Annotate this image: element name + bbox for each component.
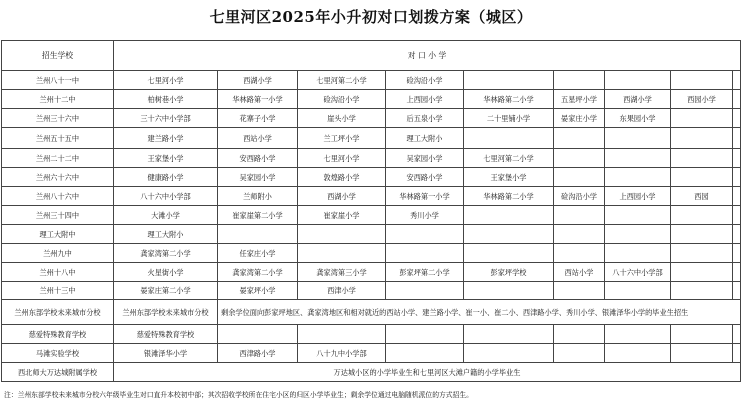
primary-school-cell [554, 282, 605, 300]
primary-school-cell: 后五泉小学 [386, 109, 464, 128]
primary-school-cell: 彭家坪第二小学 [386, 263, 464, 282]
primary-school-cell: 崔家崖第二小学 [218, 206, 298, 225]
header-paired-primary: 对 口 小 学 [114, 41, 741, 71]
primary-school-cell: 八十九中小学部 [298, 344, 386, 363]
primary-school-cell: 慈爱特殊教育学校 [114, 325, 218, 344]
enrolling-school-cell: 兰州三十六中 [2, 109, 114, 128]
primary-school-cell [464, 206, 554, 225]
primary-school-cell: 西站小学 [554, 263, 605, 282]
primary-school-cell [605, 149, 671, 168]
primary-school-cell [464, 325, 554, 344]
primary-school-cell: 华林路第一小学 [218, 90, 298, 109]
primary-school-cell: 硷沟沿小学 [554, 187, 605, 206]
primary-school-cell: 银滩泽华小学 [114, 344, 218, 363]
primary-school-cell [733, 109, 741, 128]
primary-school-cell [298, 244, 386, 263]
primary-school-cell [733, 325, 741, 344]
primary-school-cell: 西津路小学 [218, 344, 298, 363]
primary-school-cell [298, 225, 386, 244]
primary-school-cell [605, 282, 671, 300]
primary-school-cell [605, 206, 671, 225]
primary-school-cell [386, 244, 464, 263]
primary-school-cell: 西湖小学 [605, 90, 671, 109]
primary-school-cell: 花寨子小学 [218, 109, 298, 128]
primary-school-cell: 硷沟沿小学 [386, 71, 464, 90]
primary-school-cell [464, 344, 554, 363]
enrolling-school-cell: 兰州东部学校未来城市分校 [2, 300, 114, 325]
enrolling-school-cell: 兰州十八中 [2, 263, 114, 282]
primary-school-cell: 西湖小学 [298, 187, 386, 206]
primary-school-cell [554, 225, 605, 244]
primary-school-cell [733, 282, 741, 300]
primary-school-cell [733, 244, 741, 263]
enrolling-school-cell: 兰州十三中 [2, 282, 114, 300]
primary-school-cell: 彭家坪学校 [464, 263, 554, 282]
primary-school-cell: 健康路小学 [114, 168, 218, 187]
primary-school-cell: 西湖小学 [218, 71, 298, 90]
table-row [2, 344, 741, 363]
primary-school-cell: 上西园小学 [605, 187, 671, 206]
primary-school-cell: 华林路第二小学 [464, 90, 554, 109]
primary-school-cell: 兰工坪小学 [298, 128, 386, 149]
primary-school-cell [671, 282, 733, 300]
table-row [2, 282, 741, 300]
primary-school-cell: 崖头小学 [298, 109, 386, 128]
allocation-table [1, 40, 741, 382]
primary-school-cell [605, 344, 671, 363]
table-row [2, 244, 741, 263]
primary-school-cell: 晏家庄小学 [554, 109, 605, 128]
primary-school-cell: 七里河小学 [114, 71, 218, 90]
table-row [2, 187, 741, 206]
primary-school-cell: 火星街小学 [114, 263, 218, 282]
primary-school-cell [733, 71, 741, 90]
primary-school-cell [605, 168, 671, 187]
primary-school-cell: 西站小学 [218, 128, 298, 149]
primary-school-cell [386, 282, 464, 300]
table-row [2, 225, 741, 244]
enrolling-school-cell: 兰州五十五中 [2, 128, 114, 149]
primary-school-cell: 兰州东部学校未来城市分校 [114, 300, 218, 325]
primary-school-cell: 龚家湾第三小学 [298, 263, 386, 282]
primary-school-cell: 理工大附小 [386, 128, 464, 149]
primary-school-cell: 兰师附小 [218, 187, 298, 206]
primary-school-cell [554, 71, 605, 90]
page-title: 七里河区2025年小升初对口划拨方案（城区） [209, 8, 533, 26]
table-row [2, 325, 741, 344]
primary-school-cell [218, 325, 298, 344]
primary-school-cell [671, 149, 733, 168]
primary-school-cell: 理工大附小 [114, 225, 218, 244]
table-row [2, 109, 741, 128]
primary-school-cell [671, 344, 733, 363]
primary-school-cell: 龚家湾第二小学 [114, 244, 218, 263]
primary-school-cell [733, 168, 741, 187]
primary-school-cell [554, 128, 605, 149]
primary-school-cell: 七里河小学 [298, 149, 386, 168]
enrolling-school-cell: 兰州三十四中 [2, 206, 114, 225]
primary-school-cell [671, 168, 733, 187]
primary-school-cell [464, 128, 554, 149]
primary-school-cell [733, 263, 741, 282]
footnote: 注：兰州东部学校未来城市分校六年级毕业生对口直升本校初中部；其次招收学校所在住宅小区的归区小学毕业生；剩余学位通过电脑随机派位的方式招生。 [4, 391, 473, 399]
primary-school-cell: 龚家湾第二小学 [218, 263, 298, 282]
primary-school-cell: 上西园小学 [386, 90, 464, 109]
primary-school-cell [605, 244, 671, 263]
primary-school-cell: 华林路第二小学 [464, 187, 554, 206]
primary-school-cell: 安西路小学 [386, 168, 464, 187]
primary-school-cell [733, 206, 741, 225]
enrolling-school-cell: 理工大附中 [2, 225, 114, 244]
primary-school-cell: 东果园小学 [605, 109, 671, 128]
primary-school-cell [464, 225, 554, 244]
primary-school-cell [386, 325, 464, 344]
primary-school-cell: 崔家崖小学 [298, 206, 386, 225]
primary-school-cell [464, 244, 554, 263]
enrolling-school-cell: 兰州十二中 [2, 90, 114, 109]
primary-school-cell [733, 225, 741, 244]
table-row [2, 263, 741, 282]
primary-school-cell [554, 168, 605, 187]
primary-school-cell: 华林路第一小学 [386, 187, 464, 206]
table-row [2, 168, 741, 187]
primary-school-cell: 吴家园小学 [386, 149, 464, 168]
primary-school-cell [386, 225, 464, 244]
primary-school-cell [386, 344, 464, 363]
enrolling-school-cell: 兰州八十一中 [2, 71, 114, 90]
table-row [2, 363, 741, 382]
primary-school-cell [671, 263, 733, 282]
enrollment-note-cell: 剩余学位面向彭家坪地区、龚家湾地区和相对就近的西站小学、建兰路小学、崔一小、崔二小、西津路小学、秀川小学、银滩泽华小学的毕业生招生 [218, 300, 741, 325]
primary-school-cell: 建兰路小学 [114, 128, 218, 149]
primary-school-cell: 柏树巷小学 [114, 90, 218, 109]
primary-school-cell [464, 71, 554, 90]
primary-school-cell: 硷沟沿小学 [298, 90, 386, 109]
table-row [2, 300, 741, 325]
primary-school-cell: 敦煌路小学 [298, 168, 386, 187]
primary-school-cell: 八十六中小学部 [114, 187, 218, 206]
primary-school-cell: 任家庄小学 [218, 244, 298, 263]
primary-school-cell: 五星坪小学 [554, 90, 605, 109]
primary-school-cell [218, 225, 298, 244]
primary-school-cell [554, 344, 605, 363]
primary-school-cell [671, 128, 733, 149]
table-row [2, 71, 741, 90]
table-row [2, 90, 741, 109]
enrolling-school-cell: 马滩实验学校 [2, 344, 114, 363]
enrolling-school-cell: 兰州二十二中 [2, 149, 114, 168]
primary-school-cell [554, 206, 605, 225]
primary-school-cell: 晏家坪小学 [218, 282, 298, 300]
enrolling-school-cell: 西北师大万达城附属学校 [2, 363, 114, 382]
primary-school-cell: 晏家庄第二小学 [114, 282, 218, 300]
table-row [2, 149, 741, 168]
primary-school-cell: 三十六中小学部 [114, 109, 218, 128]
primary-school-cell [554, 325, 605, 344]
primary-school-cell: 王家堡小学 [114, 149, 218, 168]
primary-school-cell [605, 225, 671, 244]
primary-school-cell [733, 128, 741, 149]
primary-school-cell: 秀川小学 [386, 206, 464, 225]
primary-school-cell: 大滩小学 [114, 206, 218, 225]
primary-school-cell: 西园小学 [671, 90, 733, 109]
primary-school-cell [554, 149, 605, 168]
primary-school-cell [671, 225, 733, 244]
primary-school-cell [671, 244, 733, 263]
primary-school-cell [605, 325, 671, 344]
header-enrolling-school: 招生学校 [2, 41, 114, 71]
primary-school-cell [605, 128, 671, 149]
primary-school-cell [733, 344, 741, 363]
primary-school-cell [733, 90, 741, 109]
primary-school-cell [733, 187, 741, 206]
primary-school-cell [671, 71, 733, 90]
enrolling-school-cell: 兰州六十六中 [2, 168, 114, 187]
primary-school-span-cell: 万达城小区的小学毕业生和七里河区大滩户籍的小学毕业生 [114, 363, 741, 382]
enrolling-school-cell: 兰州九中 [2, 244, 114, 263]
primary-school-cell [605, 71, 671, 90]
primary-school-cell [733, 149, 741, 168]
primary-school-cell: 二十里铺小学 [464, 109, 554, 128]
primary-school-cell: 八十六中小学部 [605, 263, 671, 282]
primary-school-cell [298, 325, 386, 344]
table-row [2, 128, 741, 149]
enrolling-school-cell: 兰州八十六中 [2, 187, 114, 206]
primary-school-cell: 王家堡小学 [464, 168, 554, 187]
table-row [2, 206, 741, 225]
primary-school-cell [671, 206, 733, 225]
primary-school-cell [464, 282, 554, 300]
enrolling-school-cell: 慈爱特殊教育学校 [2, 325, 114, 344]
primary-school-cell [671, 325, 733, 344]
primary-school-cell [671, 109, 733, 128]
primary-school-cell [554, 244, 605, 263]
primary-school-cell: 安西路小学 [218, 149, 298, 168]
primary-school-cell: 七里河第二小学 [298, 71, 386, 90]
primary-school-cell: 吴家园小学 [218, 168, 298, 187]
primary-school-cell: 西园 [671, 187, 733, 206]
primary-school-cell: 七里河第二小学 [464, 149, 554, 168]
primary-school-cell: 西津小学 [298, 282, 386, 300]
